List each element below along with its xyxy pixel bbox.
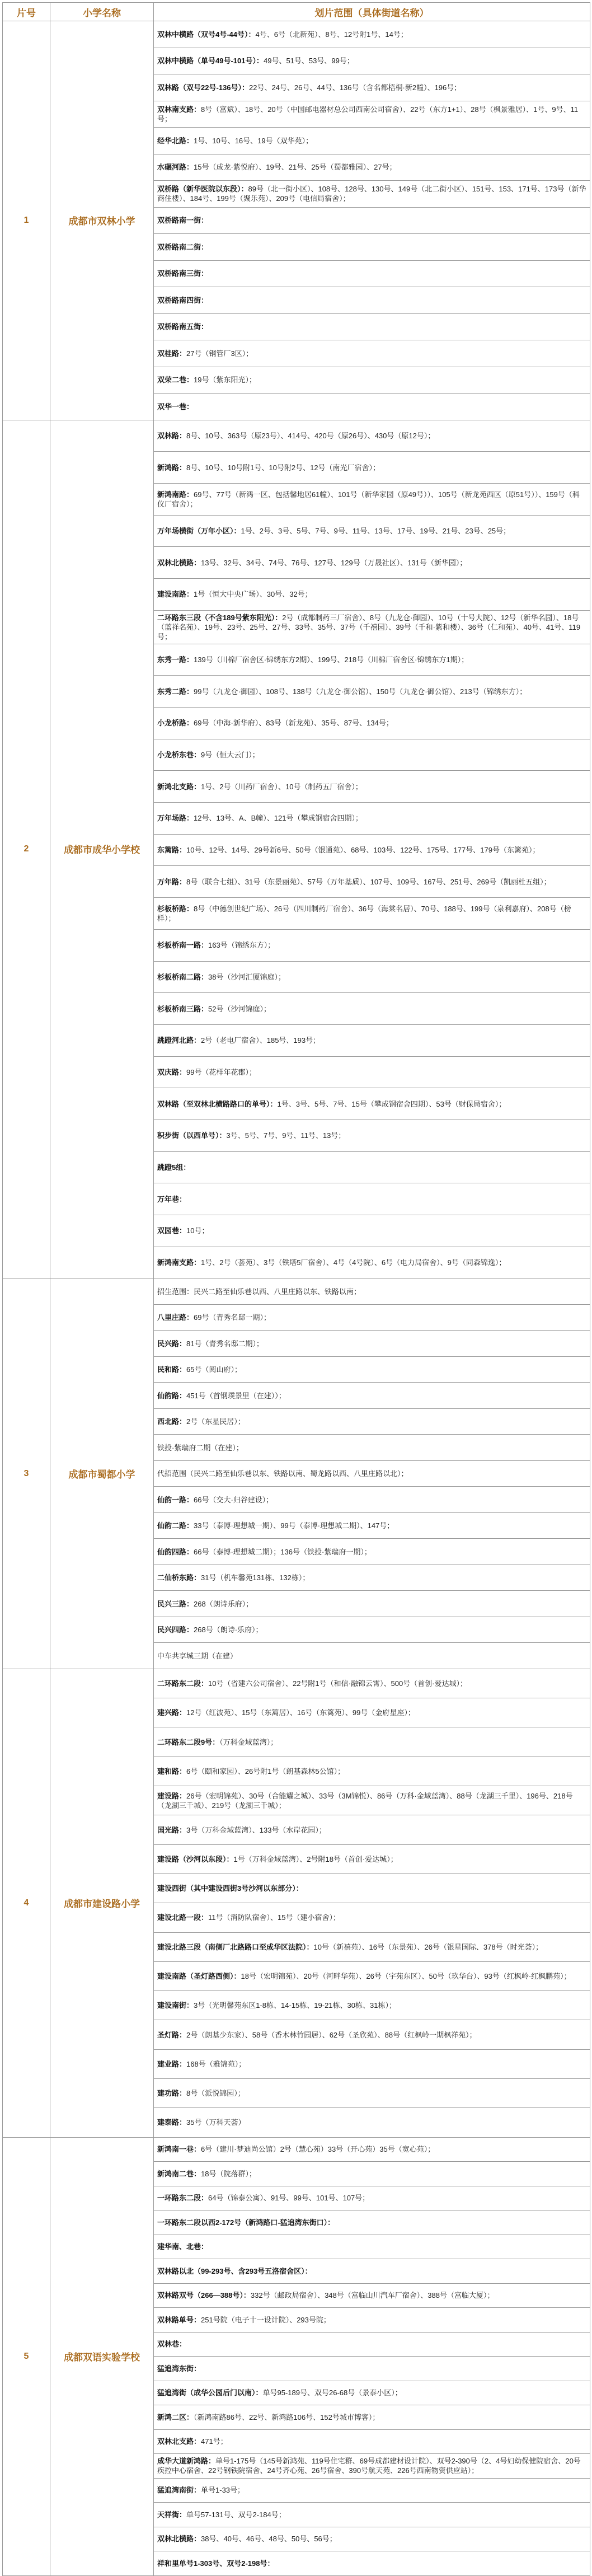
street-detail: 3号、5号、7号、9号、11号、13号； [226,1131,346,1140]
street-name: 双林路双号（266—388号）： [157,2291,251,2300]
street-range-cell [154,1304,590,1331]
street-name: 猛追湾街（成华公园后门以南）： [157,2388,263,2397]
street-detail: 471号； [201,2437,228,2446]
street-name: 建泰路： [157,2118,187,2127]
street-detail: 65号（阅山府）； [186,1365,242,1374]
street-range-cell [154,1247,590,1278]
street-name: 仙韵二路： [157,1521,194,1530]
street-range-cell [154,340,590,367]
street-name: 建设北路三段（南侧厂北路路口至成华区法院）： [157,1942,314,1951]
street-name: 杉板桥南一路： [157,941,209,950]
street-range-cell [154,367,590,394]
street-detail: 38号、40号、46号、48号、50号、56号； [201,2535,337,2544]
street-detail: 27号（钢管厂3区）； [186,349,253,358]
street-detail: 66号（泰博·理想城二期）；136号（铁投·紫瑞府一期）； [194,1547,372,1556]
street-range-cell [154,74,590,101]
street-range-cell [154,547,590,579]
street-name: 双林路以北（99-293号、含293号五洛宿舍区）： [157,2266,312,2275]
street-range-cell [154,1617,590,1643]
street-detail: 168号（雅锦苑）； [186,2059,246,2068]
street-detail: 8号（富斌）、18号、20号（中国邮电器材总公司西南公司宿舍）、22号（东方1+1）、28号（枫景雅居）、1号、9号、11号； [157,105,579,123]
street-detail: 66号（交大·归谷建设）； [194,1495,274,1504]
street-range-cell [154,234,590,261]
street-detail: 19号（紫东阳光）； [194,376,256,385]
street-detail: 332号（邮政局宿舍）、348号（富临山川汽车厂宿舍）、388号（富临大厦）； [250,2291,495,2300]
street-name: 双林中横路（单号49号-101号）： [157,57,264,65]
street-range-cell [154,48,590,74]
street-name: 八里庄路： [157,1313,194,1322]
street-name: 万年巷： [157,1195,187,1203]
street-range-cell [154,676,590,708]
table-row [3,21,590,48]
street-name: 圣灯路： [157,2030,187,2039]
street-name: 西北路： [157,1417,187,1426]
street-detail: 2号（成都制药三厂宿舍）、8号（九龙仓·御园）、10号（十号大院）、12号（新华名园）、18号（蓝祥名苑）、19号、23号、25号、27号、33号、35号、37号（千禧园）、39号（千和·紫和楼）、36号（仁和苑）、40号、41号、119号； [157,613,581,641]
street-range-cell [154,2527,590,2551]
street-name: 仙韵四路： [157,1547,194,1556]
street-range-cell [154,2259,590,2284]
street-detail: 89号（北一街小区）、108号、128号、130号、149号（北二街小区）、151号、153、171号、173号（新华商住楼）、184号、199号（聚乐苑）、209号（电信局宿舍）； [157,185,586,203]
area-number: 3 [3,1278,50,1669]
street-detail: 8号、10号、363号（原23号）、414号、420号（原26号）、430号（原12号）； [186,431,435,440]
street-detail: 10号、12号、14号、29号新6号、50号（银通苑）、68号、103号、122号、175号、177号、179号（东篱苑）； [186,846,540,855]
street-name: 建华南、北巷： [157,2242,209,2251]
street-detail: （新鸿南路86号、22号、新鸿路106号、152号城市博客）； [194,2413,380,2422]
street-name: 新鸿北支路： [157,782,201,791]
street-detail: 10号（新禧苑）、16号（东景苑）、26号（银星国际、378号（时光荟）； [313,1942,543,1951]
street-range-cell [154,993,590,1025]
street-range-cell [154,803,590,835]
street-detail: 69号（中海·新华府）、83号（新龙苑）、35号、87号、134号； [194,719,393,728]
street-detail: 12号、13号、A、B幢）、121号（攀成钢宿舍四期）； [194,814,363,823]
street-range-cell [154,287,590,314]
street-name: 双桥路（新华医院以东段）： [157,185,248,194]
street-name: 新鸿南一巷： [157,2145,201,2154]
street-range-cell [154,2049,590,2078]
street-name: 万年路： [157,877,187,886]
street-name: 双林路单号： [157,2315,201,2324]
street-range-cell [154,2079,590,2108]
street-detail: 139号（川棉厂宿舍区·锦绣东方2期）、199号、218号（川棉厂宿舍区·锦绣东方1期）； [194,655,469,664]
street-detail: 1号（万科金域蓝湾）、2号附18号（首创·爱达城）； [233,1854,398,1863]
street-detail: 铁投·紫瑞府二期（在建）； [157,1443,243,1452]
street-range-cell [154,1435,590,1461]
header-school-name: 小学名称 [50,3,154,21]
street-name: 建和路： [157,1767,187,1776]
street-name: 建设北路一段： [157,1913,209,1922]
street-range-cell [154,1727,590,1757]
header-area-no: 片号 [3,3,50,21]
street-range-cell [154,1815,590,1844]
street-range-cell [154,2429,590,2454]
street-detail: 64号（锦泰公寓）、91号、99号、101号、107号； [208,2194,370,2203]
street-range-cell [154,181,590,208]
street-name: 双林北支路： [157,2437,201,2446]
street-detail: 8号、10号、10号附1号、10号附2号、12号（南光厂宿舍）； [186,463,380,472]
street-name: 杉板桥路： [157,904,194,913]
street-detail: 单号1-33号； [201,2486,245,2495]
street-range-cell [154,1698,590,1727]
street-name: 民兴路： [157,1339,187,1348]
street-detail: 单号1-175号（145号新鸿苑、119号住宅群、69号成都建材设计院）、双号2-390号（2、4号妇幼保健院宿舍、20号疾控中心宿舍、22号钢铁院宿舍、24号齐心苑、26号宿舍、390号航天苑、226号西南物资供应站）； [157,2457,581,2475]
street-range-cell [154,1565,590,1591]
street-name: 跳蹬河北路： [157,1036,201,1045]
street-range-cell [154,1331,590,1357]
school-name: 成都双语实验学校 [50,2137,154,2575]
street-range-cell [154,2235,590,2259]
street-name: 东篱路： [157,846,187,855]
street-detail: 163号（锦绣东方）； [208,941,275,950]
header-range: 划片范围（具体街道名称） [154,3,590,21]
street-range-cell [154,1383,590,1409]
street-name: 建设路： [157,1791,187,1800]
street-name: 建设南路： [157,590,194,599]
street-range-cell [154,1056,590,1088]
street-detail: 3号（光明馨苑东区1-8栋、14-15栋、19-21栋、30栋、31栋）； [194,2001,396,2010]
street-name: 仙韵一路： [157,1495,194,1504]
street-detail: 69号、77号（新鸿一区、包括馨地居61幢）、101号（新华家园（原49号））、105号（新龙苑西区（原51号））、159号（科仪厂宿舍）； [157,490,580,508]
street-detail: 代招范围（民兴二路至仙乐巷以东、铁路以南、蜀龙路以西、八里庄路以北）； [157,1469,408,1478]
street-range-cell [154,2551,590,2576]
street-detail: 99号（花样年花郡）； [186,1067,256,1076]
street-detail: （万科金域蓝湾）； [219,1737,278,1746]
street-range-cell [154,1215,590,1247]
street-range-cell [154,207,590,234]
street-detail: 1号、10号、16号、19号（双华苑）； [194,136,313,145]
street-detail: 中车共享城三期（在建） [157,1651,238,1660]
street-name: 一环路东二段以西2-172号（新鸿路口-猛追湾东街口）： [157,2218,335,2227]
street-name: 二仙桥东路： [157,1573,201,1582]
street-detail: 13号、32号、34号、74号、76号、127号、129号（万晟社区）、131号（新华园）； [201,558,467,567]
street-range-cell [154,1903,590,1932]
street-detail: 1号（恒大中央广场）、30号、32号； [194,590,312,599]
street-range-cell [154,2308,590,2333]
street-name: 二环路东二段： [157,1679,209,1688]
street-detail: 1号、2号（荟苑）、3号（铁塔5厂宿舍）、4号（4号院）、6号（电力局宿舍）、9号（同森锦逸）； [201,1258,506,1267]
street-name: 双林路（至双林北横路路口的单号）： [157,1099,278,1108]
street-name: 杉板桥南二路： [157,972,209,981]
street-range-cell [154,394,590,420]
street-name: 新鸿南二巷： [157,2169,201,2178]
street-name: 猛追湾南街： [157,2486,201,2495]
street-name: 新鸿南支路： [157,1258,201,1267]
street-detail: 268号（朗诗·乐府）； [194,1626,263,1634]
street-range-cell [154,154,590,181]
street-range-cell [154,2020,590,2049]
street-name: 杉板桥南三路： [157,1004,209,1013]
street-detail: 8号（中德创世纪广场）、26号（四川制药厂宿舍）、36号（海棠名居）、70号、188号、199号（泉利嘉府）、208号（榜样）； [157,904,571,922]
street-detail: 2号（朗基少东家）、58号（香木林竹园居）、62号（圣欣苑）、88号（红枫岭一期枫祥苑）； [186,2030,477,2039]
street-range-cell [154,1591,590,1617]
street-detail: 18号（宏明锦苑）、20号（河畔华苑）、26号（宇苑东区）、50号（玖华台）、93号（红枫岭·红枫鹏苑）； [241,1971,571,1980]
street-range-cell [154,866,590,898]
street-name: 新鸿南路： [157,490,194,499]
street-detail: 6号（颐和家园）、26号附1号（朗基森林5公馆）； [186,1767,345,1776]
street-range-cell [154,21,590,48]
street-range-cell [154,2503,590,2527]
street-range-cell [154,1932,590,1961]
street-range-cell [154,708,590,739]
street-name: 民兴三路： [157,1599,194,1608]
street-range-cell [154,2332,590,2357]
street-name: 二环路东三段（不含189号紫东阳光）： [157,613,283,622]
street-detail: 9号（恒大云门）； [201,751,260,760]
street-name: 万年场路： [157,814,194,823]
street-range-cell [154,1487,590,1513]
street-name: 建设西街（其中建设西街3号沙河以东部分）： [157,1884,303,1893]
area-number: 1 [3,21,50,420]
street-range-cell [154,1991,590,2020]
street-range-cell [154,1844,590,1874]
street-range-cell [154,1874,590,1903]
street-name: 双桥路南一街： [157,216,209,225]
street-range-cell [154,610,590,644]
street-detail: 451号（首钢璞景里（在建））； [186,1391,286,1400]
street-detail: 10号（省建六公司宿舍）、22号附1号（和信·融锦云霄）、500号（首创·爱达城）； [208,1679,468,1688]
street-name: 猛追湾东街： [157,2364,201,2373]
street-detail: 1号、2号、3号、5号、7号、9号、11号、13号、17号、19号、21号、23号、25号； [241,526,511,535]
street-name: 双林路： [157,431,187,440]
street-detail: 12号（红波苑）、15号（东篱居）、16号（东篱苑）、99号（金府星座）； [186,1708,415,1717]
street-name: 双林路（双号22号-136号）： [157,83,249,92]
street-detail: 33号（泰博·理想城一期）、99号（泰博·理想城二期）、147号； [194,1521,394,1530]
street-detail: 1号、3号、5号、7号、15号（攀成钢宿舍四期）、53号（财保局宿舍）； [277,1099,506,1108]
street-range-cell [154,1669,590,1698]
street-detail: 69号（青秀名邸一期）； [194,1313,271,1322]
street-name: 建业路： [157,2059,187,2068]
street-detail: 招生范围：民兴二路至仙乐巷以西、八里庄路以东、铁路以南； [157,1287,361,1296]
street-name: 建兴路： [157,1708,187,1717]
street-range-cell [154,961,590,993]
street-detail: 99号（九龙仓·御园）、108号、138号（九龙仓·御公馆）、150号（九龙仓·御公馆）、213号（锦绣东方）； [194,687,527,696]
street-range-cell [154,1151,590,1183]
school-name: 成都市建设路小学 [50,1669,154,2137]
street-range-cell [154,1643,590,1669]
street-range-cell [154,1460,590,1487]
street-name: 国光路： [157,1825,187,1834]
street-detail: 35号（万科天荟） [186,2118,246,2127]
street-range-cell [154,1088,590,1120]
table-body [3,21,590,2576]
street-range-cell [154,515,590,547]
street-range-cell [154,1961,590,1990]
street-name: 祥和里单号1-303号、双号2-198号： [157,2559,275,2568]
street-detail: 单号57-131号、双号2-184号； [186,2510,286,2519]
street-detail: 6号（建川·梦迪尚公馆）2号（慧心苑）33号（开心苑）35号（宽心苑）； [201,2145,435,2154]
table-row [3,1278,590,1305]
street-range-cell [154,2137,590,2162]
street-range-cell [154,644,590,676]
street-range-cell [154,452,590,484]
street-range-cell [154,578,590,610]
street-detail: 11号（消防队宿舍）、15号（建小宿舍）； [208,1913,340,1922]
street-detail: 10号； [186,1226,209,1235]
street-detail: 22号、24号、26号、44号、136号（含名都梧桐·新2幢）、196号； [248,83,462,92]
table-row [3,1669,590,1698]
street-detail: 38号（沙河汇厦锦庭）； [208,972,285,981]
street-name: 双桥路南五街： [157,322,209,331]
street-name: 建功路： [157,2089,187,2098]
street-detail: 268（朗诗乐府）； [194,1599,253,1608]
street-range-cell [154,2381,590,2405]
street-range-cell [154,898,590,930]
street-range-cell [154,1757,590,1786]
street-name: 双园巷： [157,1226,187,1235]
school-name: 成都市成华小学校 [50,420,154,1278]
street-range-cell [154,2357,590,2381]
street-range-cell [154,834,590,866]
street-name: 双林巷： [157,2340,187,2349]
area-number: 4 [3,1669,50,2137]
street-range-cell [154,739,590,771]
street-name: 成华大道新鸿路： [157,2457,216,2466]
street-range-cell [154,1183,590,1215]
street-detail: 8号（派悦锦园）； [186,2089,245,2098]
street-range-cell [154,313,590,340]
street-name: 小龙桥东巷： [157,751,201,760]
street-range-cell [154,1539,590,1565]
street-detail: 52号（沙河锦庭）； [208,1004,271,1013]
street-detail: 15号（成龙·紫悦府）、19号、21号、25号（蜀都雅园）、27号； [194,163,397,172]
street-name: 双桂路： [157,349,187,358]
street-detail: 3号（万科金域蓝湾）、133号（水岸花园）； [186,1825,326,1834]
street-name: 双林南支路： [157,105,201,114]
street-name: 一环路东二段： [157,2194,209,2203]
street-range-cell [154,2283,590,2308]
street-name: 小龙桥路： [157,719,194,728]
street-range-cell [154,2210,590,2235]
street-range-cell [154,101,590,128]
street-detail: 2号（东星民居）； [186,1417,245,1426]
street-name: 双桥路南四街： [157,296,209,305]
street-name: 双林北横路： [157,2535,201,2544]
street-range-cell [154,128,590,154]
street-name: 跳蹬5组： [157,1163,191,1172]
table-row [3,420,590,452]
street-name: 经华北路： [157,136,194,145]
street-name: 双林中横路（双号4号-44号）： [157,30,256,39]
street-name: 新鸿路： [157,463,187,472]
street-range-cell [154,1512,590,1539]
street-name: 二环路东二段9号： [157,1737,220,1746]
street-range-cell [154,1408,590,1435]
street-name: 双桥路南三街： [157,269,209,278]
street-detail: 1号、2号（川药厂宿舍）、10号（制药五厂宿舍）； [201,782,363,791]
street-name: 建设南街： [157,2001,194,2010]
street-range-cell [154,2405,590,2430]
street-range-cell [154,771,590,803]
street-name: 民和路： [157,1365,187,1374]
street-range-cell [154,929,590,961]
street-range-cell [154,483,590,515]
street-name: 双庆路： [157,1067,187,1076]
header-row [3,3,590,21]
street-range-cell [154,260,590,287]
street-detail: 18号（院落群）； [201,2169,256,2178]
street-range-cell [154,1786,590,1815]
street-range-cell [154,1278,590,1305]
street-range-cell [154,2162,590,2186]
street-name: 双桥路南二街： [157,242,209,251]
street-detail: 49号、51号、53号、99号； [263,57,354,65]
street-detail: 4号、6号（北新苑）、8号、12号附1号、14号； [255,30,408,39]
street-name: 东秀二路： [157,687,194,696]
street-name: 东秀一路： [157,655,194,664]
street-name: 建设南路（圣灯路西侧）： [157,1971,241,1980]
street-detail: 251号院（电子十一设计院）、293号院； [201,2315,331,2324]
enrollment-table [2,2,590,2576]
street-name: 水碾河路： [157,163,194,172]
street-range-cell [154,2478,590,2503]
street-name: 民兴四路： [157,1626,194,1634]
table-row [3,2137,590,2162]
street-name: 建设路（沙河以东段）： [157,1854,234,1863]
street-detail: 2号（老电厂宿舍）、185号、193号； [201,1036,321,1045]
street-name: 万年场横街（万年小区）： [157,526,241,535]
street-name: 新鸿二区： [157,2413,194,2422]
street-detail: 8号（联合七组）、31号（东景丽苑）、57号（万年基质）、107号、109号、167号、251号、269号（凯丽杜五组）； [186,877,551,886]
street-range-cell [154,2186,590,2210]
street-name: 双华一巷： [157,402,194,411]
street-range-cell [154,1356,590,1383]
street-name: 仙韵路： [157,1391,187,1400]
street-detail: 31号（机车馨苑131栋、132栋）； [201,1573,310,1582]
area-number: 2 [3,420,50,1278]
street-detail: 单号95-189号、双号26-68号（景泰小区）； [262,2388,402,2397]
street-detail: 81号（青秀名邸二期）； [186,1339,264,1348]
school-name: 成都市蜀都小学 [50,1278,154,1669]
street-range-cell [154,2454,590,2479]
street-detail: 26号（宏明锦苑）、30号（合能耀之城）、33号（3M锦悦）、86号（万科·金域蓝湾）、88号（龙湖三千里）、196号、218号（龙湖三千城）、219号（龙湖三千城）； [157,1791,573,1810]
street-range-cell [154,420,590,452]
street-name: 天祥街： [157,2510,187,2519]
school-name: 成都市双林小学 [50,21,154,420]
street-name: 双林北横路： [157,558,201,567]
street-name: 积步街（以西单号）： [157,1131,227,1140]
street-range-cell [154,2108,590,2137]
street-name: 双荣二巷： [157,376,194,385]
street-range-cell [154,1024,590,1056]
area-number: 5 [3,2137,50,2575]
street-range-cell [154,1120,590,1151]
